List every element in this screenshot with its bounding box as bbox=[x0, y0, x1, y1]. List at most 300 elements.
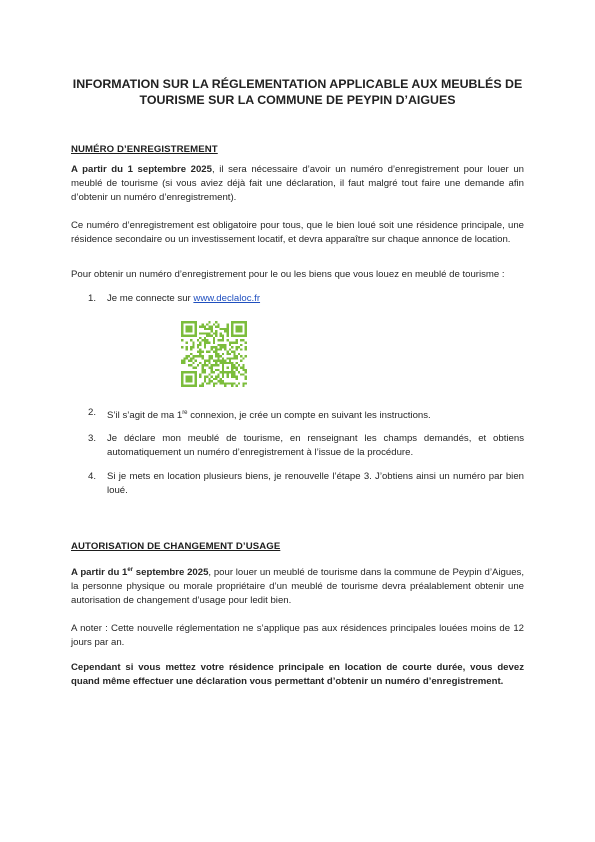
qr-module bbox=[204, 344, 206, 346]
qr-module bbox=[188, 328, 190, 330]
qr-module bbox=[186, 335, 188, 337]
qr-module bbox=[231, 323, 233, 325]
qr-module bbox=[181, 371, 183, 373]
qr-module bbox=[236, 367, 238, 369]
qr-module bbox=[183, 360, 185, 362]
qr-module bbox=[208, 332, 210, 334]
qr-module bbox=[213, 371, 215, 373]
qr-module bbox=[222, 369, 224, 371]
qr-module bbox=[215, 346, 217, 348]
qr-module bbox=[186, 385, 188, 387]
qr-module bbox=[238, 335, 240, 337]
qr-module bbox=[222, 376, 224, 378]
qr-module bbox=[211, 355, 213, 357]
qr-module bbox=[204, 339, 206, 341]
qr-module bbox=[215, 376, 217, 378]
qr-module bbox=[242, 335, 244, 337]
qr-code-image[interactable] bbox=[178, 321, 250, 387]
qr-module bbox=[229, 341, 231, 343]
qr-module bbox=[208, 357, 210, 359]
qr-module bbox=[240, 321, 242, 323]
qr-module bbox=[236, 378, 238, 380]
qr-module bbox=[227, 328, 229, 330]
qr-module bbox=[227, 373, 229, 375]
qr-module bbox=[208, 373, 210, 375]
qr-module bbox=[224, 346, 226, 348]
section-heading-registration: NUMÉRO D’ENREGISTREMENT bbox=[71, 144, 218, 155]
qr-module bbox=[240, 367, 242, 369]
qr-module bbox=[195, 385, 197, 387]
qr-module bbox=[192, 362, 194, 364]
qr-module bbox=[206, 328, 208, 330]
qr-module bbox=[188, 364, 190, 366]
qr-module bbox=[233, 355, 235, 357]
qr-module bbox=[195, 330, 197, 332]
qr-module bbox=[204, 369, 206, 371]
qr-module bbox=[229, 382, 231, 384]
qr-module bbox=[188, 376, 190, 378]
qr-module bbox=[238, 321, 240, 323]
qr-module bbox=[231, 364, 233, 366]
qr-module bbox=[206, 360, 208, 362]
qr-module bbox=[227, 367, 229, 369]
qr-module bbox=[204, 380, 206, 382]
qr-module bbox=[181, 323, 183, 325]
qr-module bbox=[208, 321, 210, 323]
qr-module bbox=[245, 332, 247, 334]
qr-module bbox=[233, 367, 235, 369]
qr-module bbox=[217, 326, 219, 328]
qr-module bbox=[199, 344, 201, 346]
qr-module bbox=[240, 360, 242, 362]
qr-module bbox=[240, 344, 242, 346]
qr-module bbox=[213, 351, 215, 353]
qr-module bbox=[236, 328, 238, 330]
qr-module bbox=[227, 357, 229, 359]
qr-module bbox=[204, 326, 206, 328]
qr-module bbox=[208, 360, 210, 362]
qr-module bbox=[220, 362, 222, 364]
qr-module bbox=[222, 360, 224, 362]
qr-module bbox=[190, 357, 192, 359]
qr-module bbox=[231, 385, 233, 387]
qr-module bbox=[181, 373, 183, 375]
qr-module bbox=[233, 321, 235, 323]
qr-module bbox=[215, 348, 217, 350]
qr-module bbox=[242, 357, 244, 359]
qr-module bbox=[222, 364, 224, 366]
qr-module bbox=[208, 355, 210, 357]
qr-module bbox=[236, 369, 238, 371]
qr-module bbox=[224, 348, 226, 350]
qr-module bbox=[181, 376, 183, 378]
qr-module bbox=[233, 371, 235, 373]
qr-module bbox=[233, 341, 235, 343]
document-title bbox=[60, 76, 535, 108]
qr-module bbox=[231, 332, 233, 334]
qr-module bbox=[204, 341, 206, 343]
qr-module bbox=[206, 382, 208, 384]
qr-module bbox=[224, 330, 226, 332]
step-number: 1. bbox=[88, 293, 97, 304]
qr-module bbox=[215, 351, 217, 353]
qr-module bbox=[197, 339, 199, 341]
qr-module bbox=[183, 357, 185, 359]
qr-module bbox=[222, 339, 224, 341]
qr-module bbox=[186, 330, 188, 332]
qr-module bbox=[233, 335, 235, 337]
qr-module bbox=[231, 351, 233, 353]
qr-module bbox=[231, 330, 233, 332]
qr-module bbox=[213, 339, 215, 341]
qr-module bbox=[233, 376, 235, 378]
qr-module bbox=[231, 357, 233, 359]
qr-module bbox=[240, 335, 242, 337]
qr-module bbox=[192, 346, 194, 348]
qr-module bbox=[240, 348, 242, 350]
qr-module bbox=[208, 341, 210, 343]
qr-module bbox=[208, 335, 210, 337]
qr-module bbox=[204, 360, 206, 362]
qr-module bbox=[201, 382, 203, 384]
qr-module bbox=[211, 346, 213, 348]
qr-module bbox=[197, 364, 199, 366]
date-emphasis: A partir du 1er septembre 2025 bbox=[71, 567, 209, 579]
qr-module bbox=[233, 351, 235, 353]
qr-module bbox=[224, 362, 226, 364]
qr-module bbox=[224, 371, 226, 373]
qr-module bbox=[204, 328, 206, 330]
qr-module bbox=[199, 348, 201, 350]
qr-module bbox=[195, 332, 197, 334]
qr-module bbox=[201, 357, 203, 359]
qr-module bbox=[227, 351, 229, 353]
qr-module bbox=[227, 323, 229, 325]
qr-module bbox=[217, 373, 219, 375]
qr-module bbox=[199, 337, 201, 339]
qr-module bbox=[204, 346, 206, 348]
qr-module bbox=[201, 332, 203, 334]
qr-module bbox=[186, 380, 188, 382]
qr-module bbox=[206, 376, 208, 378]
qr-module bbox=[217, 357, 219, 359]
qr-module bbox=[211, 357, 213, 359]
qr-module bbox=[213, 378, 215, 380]
qr-module bbox=[227, 382, 229, 384]
qr-module bbox=[245, 382, 247, 384]
qr-module bbox=[213, 382, 215, 384]
qr-module bbox=[217, 376, 219, 378]
qr-module bbox=[240, 373, 242, 375]
qr-module bbox=[227, 376, 229, 378]
qr-module bbox=[220, 371, 222, 373]
qr-module bbox=[208, 328, 210, 330]
qr-module bbox=[201, 323, 203, 325]
qr-module bbox=[190, 335, 192, 337]
qr-module bbox=[208, 362, 210, 364]
qr-module bbox=[231, 362, 233, 364]
qr-module bbox=[245, 376, 247, 378]
qr-module bbox=[186, 321, 188, 323]
qr-module bbox=[186, 326, 188, 328]
qr-module bbox=[215, 378, 217, 380]
qr-module bbox=[217, 344, 219, 346]
qr-module bbox=[213, 385, 215, 387]
qr-module bbox=[224, 344, 226, 346]
qr-module bbox=[181, 321, 183, 323]
qr-module bbox=[201, 364, 203, 366]
qr-module bbox=[186, 357, 188, 359]
qr-module bbox=[195, 378, 197, 380]
qr-module bbox=[213, 341, 215, 343]
qr-module bbox=[245, 378, 247, 380]
qr-module bbox=[217, 348, 219, 350]
qr-module bbox=[215, 326, 217, 328]
qr-module bbox=[222, 362, 224, 364]
qr-module bbox=[192, 357, 194, 359]
qr-module bbox=[197, 351, 199, 353]
qr-module bbox=[220, 335, 222, 337]
qr-module bbox=[238, 328, 240, 330]
qr-module bbox=[181, 339, 183, 341]
qr-module bbox=[236, 330, 238, 332]
qr-module bbox=[181, 332, 183, 334]
qr-module bbox=[188, 335, 190, 337]
qr-module bbox=[195, 335, 197, 337]
qr-module bbox=[215, 353, 217, 355]
qr-module bbox=[220, 332, 222, 334]
qr-module bbox=[201, 369, 203, 371]
qr-module bbox=[231, 369, 233, 371]
qr-module bbox=[192, 371, 194, 373]
qr-module bbox=[199, 351, 201, 353]
qr-module bbox=[192, 341, 194, 343]
paragraph-registration-intro bbox=[71, 163, 524, 205]
qr-module bbox=[201, 339, 203, 341]
qr-module bbox=[227, 330, 229, 332]
qr-module bbox=[242, 339, 244, 341]
step-number: 3. bbox=[88, 433, 97, 444]
qr-module bbox=[213, 323, 215, 325]
qr-module bbox=[199, 385, 201, 387]
qr-module bbox=[206, 364, 208, 366]
qr-module bbox=[199, 355, 201, 357]
qr-module bbox=[190, 376, 192, 378]
qr-module bbox=[245, 371, 247, 373]
qr-module bbox=[186, 371, 188, 373]
qr-module bbox=[231, 382, 233, 384]
qr-module bbox=[242, 321, 244, 323]
qr-module bbox=[242, 373, 244, 375]
qr-module bbox=[201, 351, 203, 353]
qr-module bbox=[231, 373, 233, 375]
qr-module bbox=[186, 341, 188, 343]
qr-module bbox=[208, 380, 210, 382]
qr-module bbox=[215, 369, 217, 371]
qr-module bbox=[238, 330, 240, 332]
qr-module bbox=[236, 362, 238, 364]
qr-module bbox=[181, 378, 183, 380]
qr-module bbox=[238, 346, 240, 348]
qr-module bbox=[245, 335, 247, 337]
qr-module bbox=[217, 364, 219, 366]
qr-module bbox=[192, 335, 194, 337]
qr-module bbox=[233, 373, 235, 375]
qr-module bbox=[190, 348, 192, 350]
qr-module bbox=[229, 371, 231, 373]
qr-module bbox=[190, 330, 192, 332]
qr-module bbox=[188, 321, 190, 323]
qr-module bbox=[240, 326, 242, 328]
qr-module bbox=[183, 385, 185, 387]
qr-module bbox=[245, 326, 247, 328]
qr-module bbox=[188, 326, 190, 328]
qr-module bbox=[201, 326, 203, 328]
qr-module bbox=[217, 360, 219, 362]
qr-module bbox=[220, 382, 222, 384]
qr-module bbox=[204, 364, 206, 366]
qr-module bbox=[222, 367, 224, 369]
qr-module bbox=[186, 348, 188, 350]
qr-module bbox=[188, 360, 190, 362]
qr-module bbox=[222, 335, 224, 337]
qr-module bbox=[208, 367, 210, 369]
date-emphasis: A partir du 1 septembre 2025 bbox=[71, 164, 212, 175]
qr-module bbox=[215, 330, 217, 332]
qr-module bbox=[183, 362, 185, 364]
qr-module bbox=[245, 346, 247, 348]
qr-module bbox=[195, 326, 197, 328]
qr-module bbox=[229, 362, 231, 364]
qr-module bbox=[236, 339, 238, 341]
qr-module bbox=[224, 360, 226, 362]
qr-module bbox=[220, 360, 222, 362]
qr-module bbox=[188, 355, 190, 357]
qr-module bbox=[236, 348, 238, 350]
qr-module bbox=[213, 360, 215, 362]
qr-module bbox=[224, 382, 226, 384]
qr-module bbox=[242, 369, 244, 371]
qr-module bbox=[222, 328, 224, 330]
qr-module bbox=[220, 355, 222, 357]
qr-module bbox=[204, 362, 206, 364]
qr-module bbox=[231, 367, 233, 369]
qr-module bbox=[245, 323, 247, 325]
qr-module bbox=[222, 357, 224, 359]
qr-module bbox=[186, 378, 188, 380]
qr-module bbox=[222, 371, 224, 373]
qr-module bbox=[215, 332, 217, 334]
qr-module bbox=[192, 321, 194, 323]
qr-module bbox=[236, 341, 238, 343]
qr-module bbox=[220, 380, 222, 382]
qr-module bbox=[197, 344, 199, 346]
qr-module bbox=[181, 380, 183, 382]
qr-module bbox=[195, 382, 197, 384]
qr-module bbox=[186, 355, 188, 357]
qr-module bbox=[240, 339, 242, 341]
paragraph-registration-mandatory: Ce numéro d’enregistrement est obligatoire pour tous, que le bien loué soit une résidence principale, une résidence secondaire ou un investissement locatif, et devra apparaître sur chaque annonce de location. bbox=[71, 220, 524, 245]
qr-module bbox=[211, 348, 213, 350]
paragraph-text: , pour louer un meublé de tourisme dans la commune de Peypin d’Aigues, la personne physique ou morale propriétaire d’un meublé de tourisme devra préalablement obtenir une autorisation de changement d’usage pour ledit bien. bbox=[71, 567, 524, 607]
qr-module bbox=[227, 371, 229, 373]
qr-module bbox=[199, 326, 201, 328]
qr-module bbox=[231, 376, 233, 378]
qr-module bbox=[213, 332, 215, 334]
qr-module bbox=[181, 326, 183, 328]
qr-module bbox=[190, 339, 192, 341]
qr-module bbox=[211, 367, 213, 369]
qr-module bbox=[211, 371, 213, 373]
qr-module bbox=[238, 382, 240, 384]
qr-module bbox=[190, 385, 192, 387]
qr-module bbox=[220, 378, 222, 380]
qr-module bbox=[242, 385, 244, 387]
qr-module bbox=[229, 344, 231, 346]
qr-module bbox=[231, 326, 233, 328]
paragraph-usage-change-however: Cependant si vous mettez votre résidence principale en location de courte durée, vous devez quand même effectuer une déclaration vous permettant d’obtenir un numéro d’enregistrement. bbox=[71, 662, 524, 687]
qr-module bbox=[192, 385, 194, 387]
qr-module bbox=[240, 355, 242, 357]
list-item-step-2 bbox=[88, 406, 524, 423]
qr-module bbox=[208, 326, 210, 328]
qr-module bbox=[211, 335, 213, 337]
qr-module bbox=[215, 364, 217, 366]
qr-module bbox=[190, 378, 192, 380]
qr-module bbox=[213, 346, 215, 348]
qr-module bbox=[231, 341, 233, 343]
qr-module bbox=[181, 335, 183, 337]
qr-module bbox=[190, 321, 192, 323]
qr-module bbox=[190, 371, 192, 373]
qr-module bbox=[195, 328, 197, 330]
list-item-step-3 bbox=[88, 432, 524, 460]
qr-module bbox=[236, 321, 238, 323]
qr-module bbox=[242, 382, 244, 384]
qr-module bbox=[215, 335, 217, 337]
qr-module bbox=[231, 371, 233, 373]
step-text: Je déclare mon meublé de tourisme, en renseignant les champs demandés, et obtiens automatiquement un numéro d’enregistrement à l’issue de la procédure. bbox=[107, 433, 524, 458]
qr-module bbox=[204, 371, 206, 373]
step-number: 2. bbox=[88, 407, 97, 418]
qr-module bbox=[222, 382, 224, 384]
qr-module bbox=[224, 328, 226, 330]
qr-module bbox=[186, 346, 188, 348]
qr-module bbox=[215, 321, 217, 323]
qr-module bbox=[206, 351, 208, 353]
list-item-step-4 bbox=[88, 470, 524, 498]
qr-module bbox=[236, 385, 238, 387]
declaloc-link[interactable]: www.declaloc.fr bbox=[193, 293, 261, 304]
paragraph-usage-change-intro bbox=[71, 563, 524, 608]
qr-module bbox=[217, 355, 219, 357]
qr-module bbox=[181, 360, 183, 362]
qr-module bbox=[206, 332, 208, 334]
qr-module bbox=[183, 321, 185, 323]
step-text: Je me connecte sur bbox=[107, 293, 194, 304]
qr-module bbox=[227, 339, 229, 341]
qr-module bbox=[222, 346, 224, 348]
qr-module bbox=[229, 357, 231, 359]
qr-module bbox=[238, 364, 240, 366]
qr-module bbox=[211, 364, 213, 366]
qr-module bbox=[227, 335, 229, 337]
qr-module bbox=[181, 385, 183, 387]
qr-module bbox=[208, 382, 210, 384]
qr-module bbox=[220, 344, 222, 346]
qr-module bbox=[195, 376, 197, 378]
qr-module bbox=[197, 355, 199, 357]
